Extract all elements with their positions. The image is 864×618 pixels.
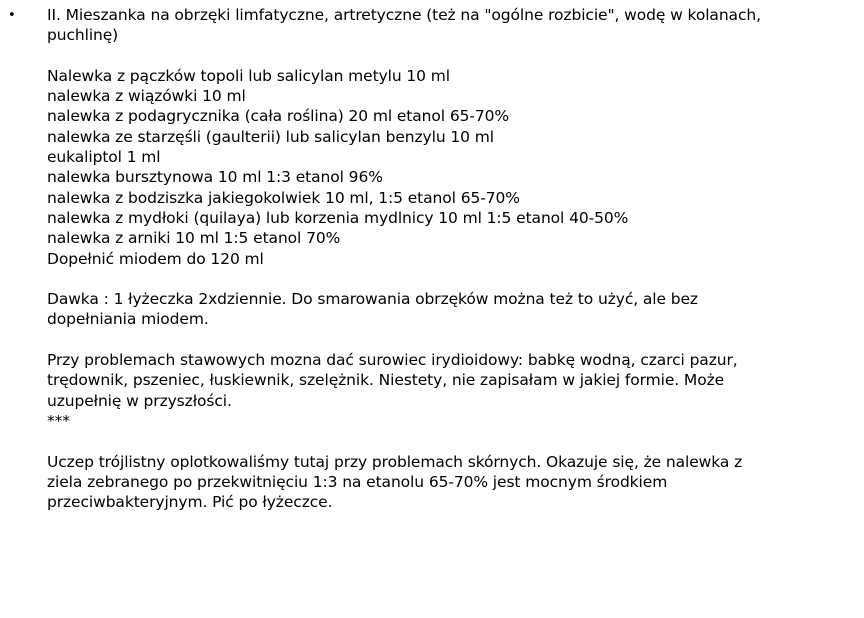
ingredient-line: nalewka z arniki 10 ml 1:5 etanol 70% [47, 229, 341, 248]
ingredient-line: nalewka z bodziszka jakiegokolwiek 10 ml, 1:5 etanol 65-70% [47, 188, 520, 207]
separator-asterisks: *** [47, 411, 70, 430]
dosage-paragraph [47, 289, 847, 330]
joint-line: uzupełnię w przyszłości. [47, 391, 232, 410]
joint-line: Przy problemach stawowych mozna dać surowiec irydioidowy: babkę wodną, czarci pazur, [47, 351, 738, 370]
trefoil-paragraph [47, 452, 847, 513]
ingredient-line: nalewka z podagrycznika (cała roślina) 20 ml etanol 65-70% [47, 107, 509, 126]
ingredient-line: eukaliptol 1 ml [47, 148, 161, 167]
ingredient-line: Nalewka z pączków topoli lub salicylan metylu 10 ml [47, 66, 450, 85]
ingredient-line: nalewka z wiązówki 10 ml [47, 87, 246, 106]
recipe-heading [47, 5, 847, 46]
heading-line: II. Mieszanka na obrzęki limfatyczne, artretyczne (też na "ogólne rozbicie", wodę w kolanach, [47, 6, 761, 24]
bullet-icon: • [8, 8, 16, 23]
trefoil-line: przeciwbakteryjnym. Pić po łyżeczce. [47, 493, 333, 512]
ingredient-line: nalewka ze starzęśli (gaulterii) lub salicylan benzylu 10 ml [47, 127, 494, 146]
slide-text-body [47, 5, 847, 533]
dosage-line: dopełniania miodem. [47, 310, 209, 329]
joint-line: trędownik, pszeniec, łuskiewnik, szelężnik. Niestety, nie zapisałam w jakiej formie. Może [47, 371, 725, 390]
ingredient-line: Dopełnić miodem do 120 ml [47, 249, 264, 268]
ingredient-line: nalewka bursztynowa 10 ml 1:3 etanol 96% [47, 168, 383, 187]
heading-line: puchlinę) [47, 26, 119, 45]
joint-problems-paragraph [47, 350, 847, 431]
ingredient-list [47, 66, 847, 269]
ingredient-line: nalewka z mydłoki (quilaya) lub korzenia mydlnicy 10 ml 1:5 etanol 40-50% [47, 208, 629, 227]
dosage-line: Dawka : 1 łyżeczka 2xdziennie. Do smarowania obrzęków można też to użyć, ale bez [47, 290, 698, 309]
trefoil-line: ziela zebranego po przekwitnięciu 1:3 na etanolu 65-70% jest mocnym środkiem [47, 472, 668, 491]
trefoil-line: Uczep trójlistny oplotkowaliśmy tutaj przy problemach skórnych. Okazuje się, że nalewka z [47, 452, 743, 471]
